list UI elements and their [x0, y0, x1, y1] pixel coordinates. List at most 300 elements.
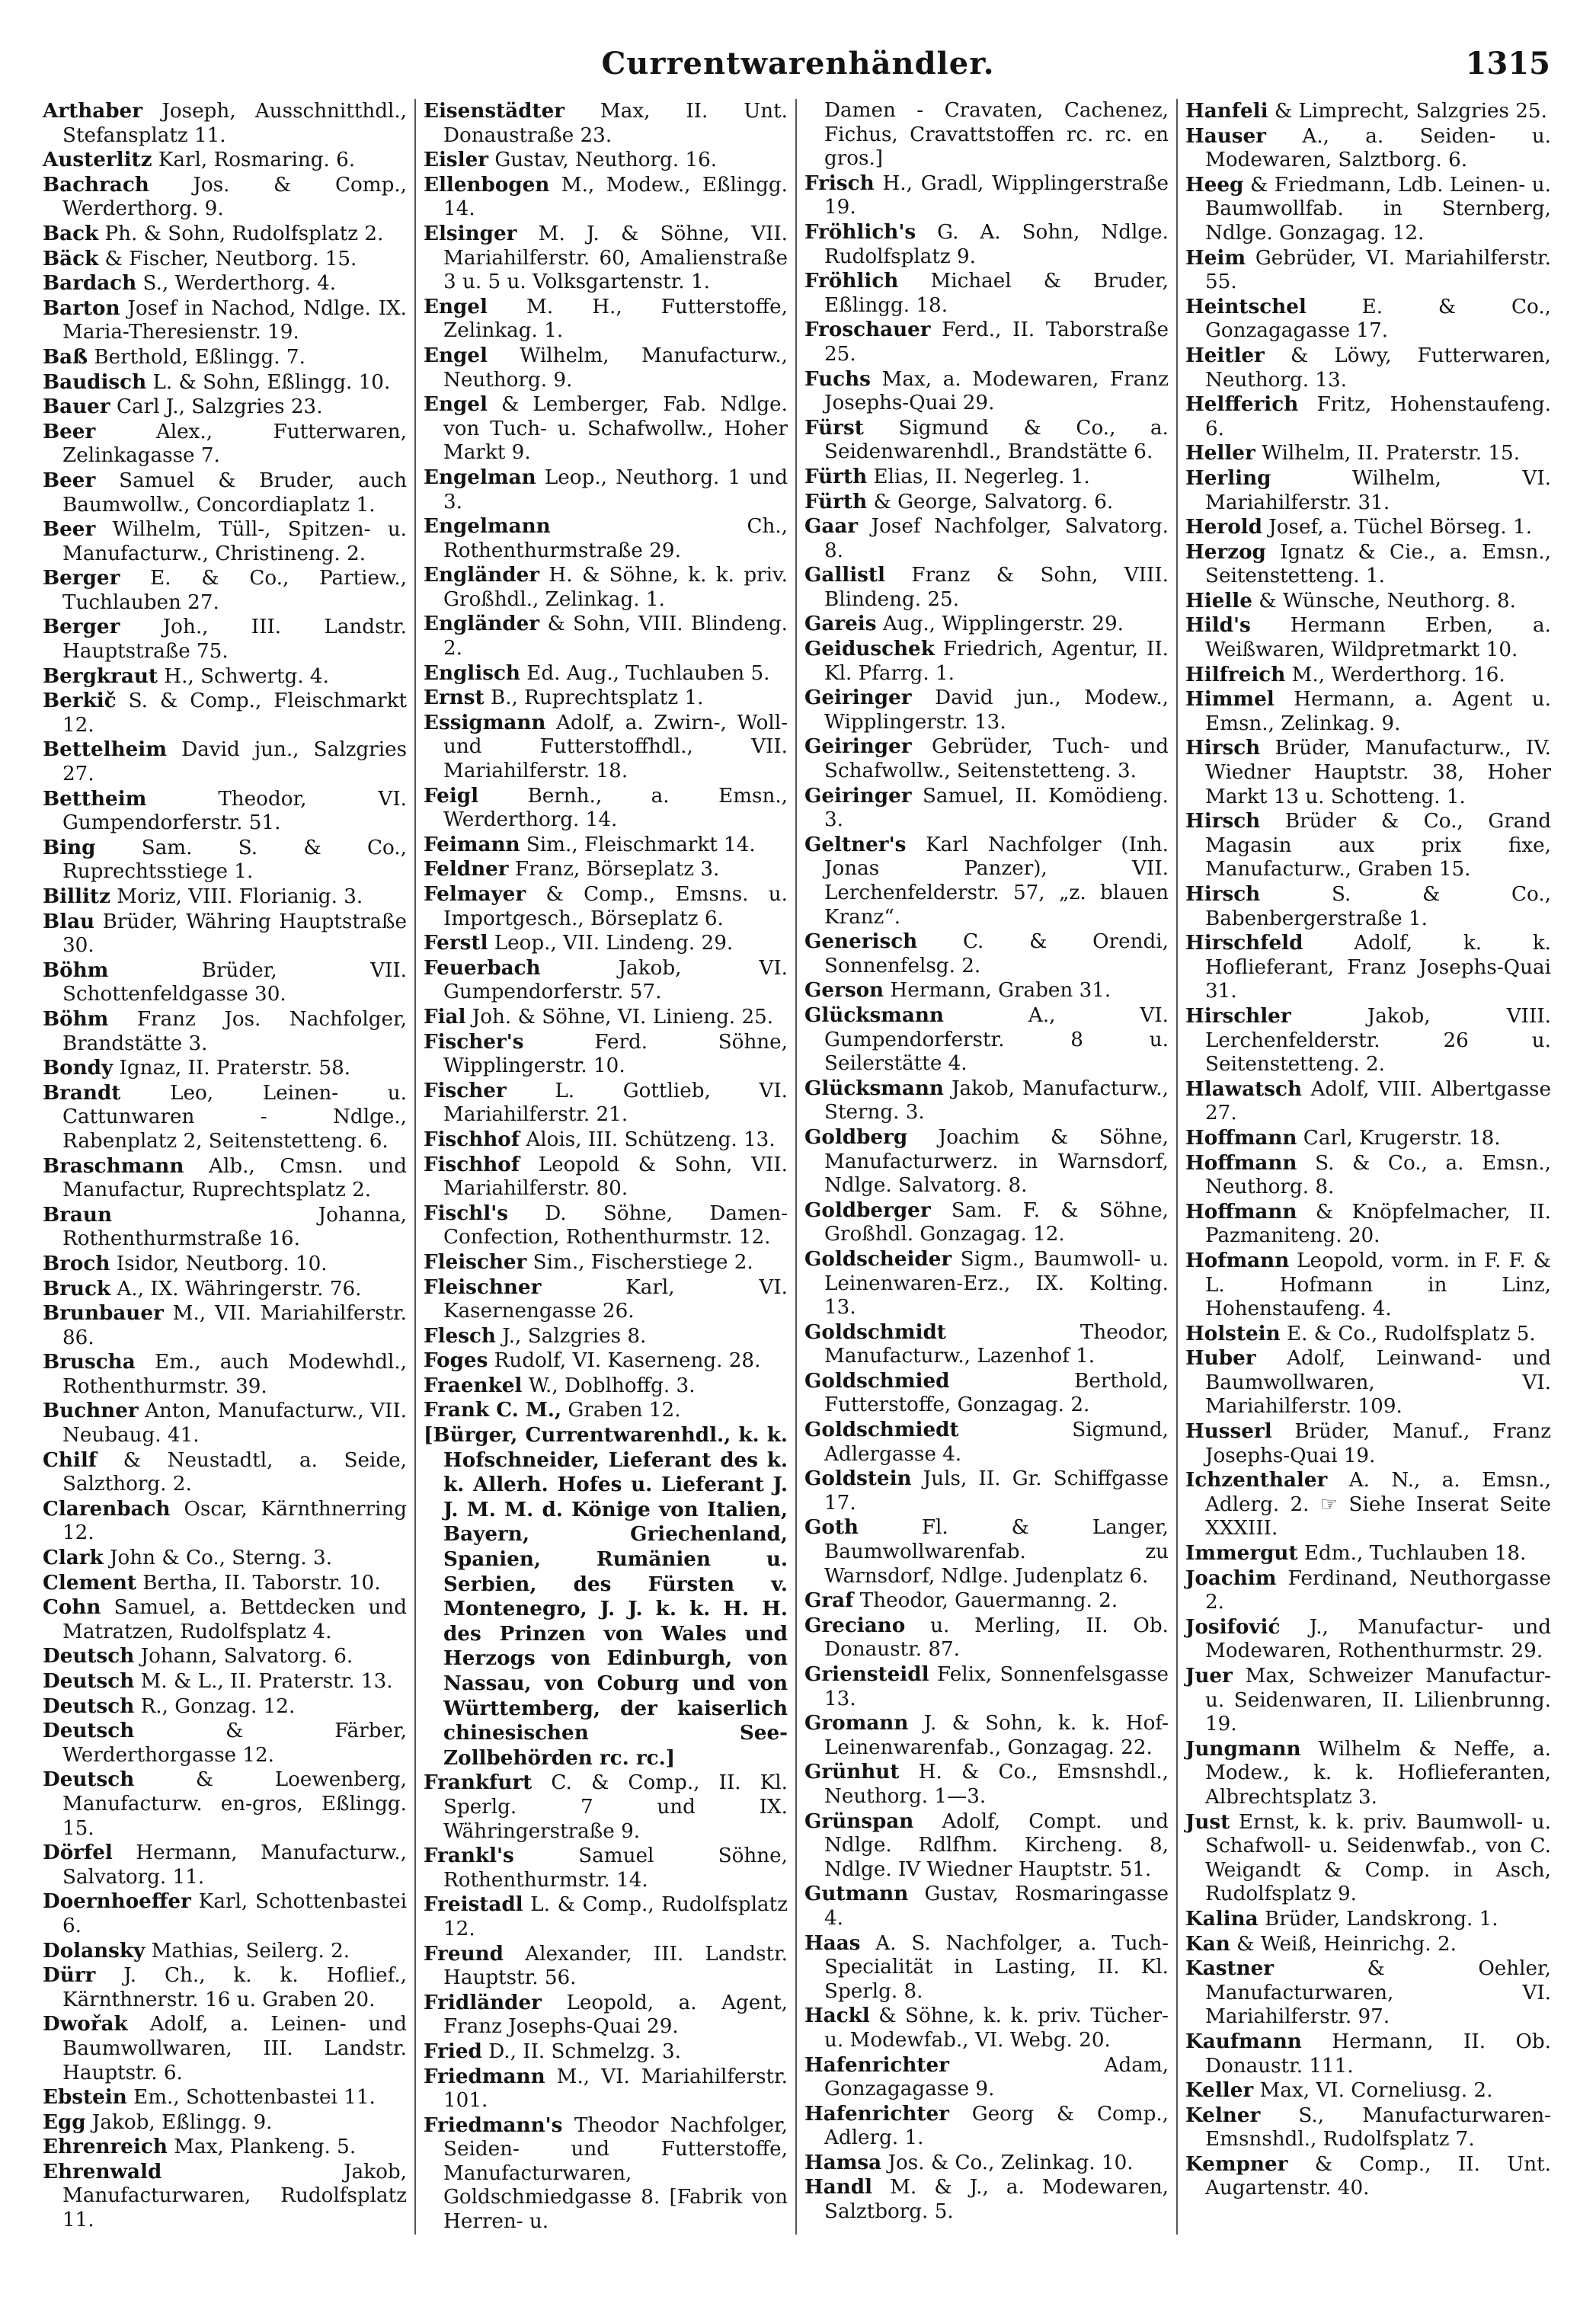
- entry-details: J., Salzgries 8.: [502, 1324, 647, 1348]
- entry-name: Chilf: [43, 1448, 98, 1472]
- entry-name: Ebstein: [43, 2085, 127, 2110]
- directory-entry: [804, 99, 1169, 171]
- directory-entry: [424, 2113, 788, 2235]
- entry-details: Bernh., a. Emsn., Werderthorg. 14.: [443, 784, 788, 832]
- directory-entry: [43, 517, 407, 566]
- entry-details: R., Gonzag. 12.: [140, 1694, 296, 1718]
- directory-entry: [424, 661, 788, 686]
- entry-details: Sam. F. & Söhne, Großhdl. Gonzagag. 12.: [824, 1198, 1169, 1246]
- entry-details: David jun., Modew., Wipplingerstr. 13.: [824, 686, 1169, 734]
- entry-details: Brüder, VII. Schottenfeldgasse 30.: [62, 958, 408, 1006]
- entry-details: Alexander, III. Landstr. Hauptstr. 56.: [443, 1942, 788, 1990]
- entry-details: Max, Schweizer Manufactur- u. Seidenwaren, II. Lilienbrunng. 19.: [1205, 1665, 1551, 1736]
- directory-entry: [424, 711, 788, 784]
- entry-name: Ferstl: [424, 931, 488, 955]
- entry-details: S. & Comp., Fleischmarkt 12.: [62, 689, 407, 737]
- entry-name: Frank C. M.,: [424, 1398, 562, 1422]
- entry-name: Egg: [43, 2110, 86, 2134]
- entry-details: L. & Comp., Rudolfsplatz 12.: [443, 1893, 788, 1940]
- directory-entry: [1185, 295, 1551, 344]
- directory-entry: [43, 173, 407, 222]
- directory-entry: [43, 1694, 407, 1720]
- directory-entry: [424, 514, 788, 563]
- entry-details: S. & Co., Babenbergerstraße 1.: [1205, 883, 1551, 930]
- entry-details: L. Gottlieb, VI. Mariahilferstr. 21.: [443, 1079, 788, 1127]
- entry-details: Wilhelm & Neffe, a. Modew., k. k. Hoflieferanten, Albrechtsplatz 3.: [1205, 1737, 1552, 1809]
- entry-details: Karl, VI. Kasernengasse 26.: [443, 1275, 788, 1323]
- directory-entry: [1185, 736, 1551, 809]
- directory-entry: [43, 2012, 407, 2085]
- entry-details: Theodor, Gauermanng. 2.: [859, 1589, 1118, 1613]
- entry-details: Jos. & Comp., Werderthorg. 9.: [62, 173, 407, 221]
- directory-entry: [1185, 2152, 1551, 2201]
- entry-details: Franz & Sohn, VIII. Blindeng. 25.: [824, 564, 1169, 611]
- entry-details: Karl, Rosmaring. 6.: [158, 149, 356, 172]
- entry-details: & Limprecht, Salzgries 25.: [1274, 100, 1547, 123]
- entry-name: Clement: [43, 1570, 136, 1595]
- directory-entry: [43, 1056, 407, 1081]
- entry-details: & Loewenberg, Manufacturw. en-gros, Eßlingg. 15.: [62, 1768, 408, 1840]
- entry-name: Hielle: [1185, 588, 1252, 613]
- entry-name: Fischer: [424, 1078, 507, 1102]
- entry-details: S. & Co., a. Emsn., Neuthorg. 8.: [1205, 1151, 1551, 1199]
- entry-details: & Comp., II. Unt. Augartenstr. 40.: [1205, 2152, 1551, 2200]
- directory-entry: [43, 1719, 407, 1768]
- entry-details: Fl. & Langer, Baumwollwarenfab. zu Warnsdorf, Ndlge. Judenplatz 6.: [824, 1516, 1169, 1588]
- entry-name: Billitz: [43, 885, 110, 908]
- directory-entry: [1185, 1541, 1551, 1566]
- entry-details: Carl J., Salzgries 23.: [116, 395, 323, 419]
- directory-entry: [804, 1077, 1169, 1125]
- entry-name: Kempner: [1185, 2151, 1288, 2176]
- entry-details: & Lemberger, Fab. Ndlge. von Tuch- u. Schafwollw., Hoher Markt 9.: [443, 393, 788, 465]
- entry-name: Juer: [1185, 1664, 1233, 1688]
- directory-entry: [804, 1320, 1169, 1369]
- entry-name: Friedmann's: [424, 2113, 563, 2137]
- entry-details: Anton, Manufacturw., VII. Neubaug. 41.: [62, 1400, 408, 1448]
- entry-name: Glücksmann: [804, 1076, 944, 1100]
- entry-name: Gutmann: [804, 1882, 909, 1906]
- entry-details: Georg & Comp., Adlerg. 1.: [824, 2102, 1169, 2150]
- directory-entry: [804, 978, 1169, 1003]
- entry-details: Em., auch Modewhdl., Rothenthurmstr. 39.: [62, 1351, 408, 1398]
- directory-entry: [424, 1942, 788, 1991]
- entry-details: Franz, Börseplatz 3.: [514, 858, 720, 881]
- entry-details: E. & Co., Gonzagagasse 17.: [1205, 295, 1551, 343]
- entry-name: Engel: [424, 294, 488, 318]
- entry-name: Beer: [43, 419, 96, 443]
- entry-name: Griensteidl: [804, 1662, 929, 1686]
- entry-name: Froschauer: [804, 318, 931, 342]
- entry-details: W., Doblhoffg. 3.: [528, 1374, 696, 1397]
- entry-details: S., Werderthorg. 4.: [142, 272, 337, 296]
- entry-name: Dwořak: [43, 2012, 128, 2036]
- entry-name: Grünhut: [804, 1760, 900, 1784]
- directory-entry: [43, 566, 407, 615]
- directory-entry: [424, 1771, 788, 1844]
- entry-details: Ignaz, II. Praterstr. 58.: [119, 1057, 351, 1080]
- entry-details: Franz Jos. Nachfolger, Brandstätte 3.: [62, 1007, 407, 1055]
- directory-entry: [43, 395, 407, 420]
- entry-name: Kalina: [1185, 1906, 1259, 1931]
- entry-details: John & Co., Sterng. 3.: [110, 1547, 333, 1570]
- entry-name: Hanfeli: [1185, 99, 1268, 123]
- entry-name: Brandt: [43, 1080, 121, 1105]
- directory-entry: [43, 2085, 407, 2110]
- entry-name: Dürr: [43, 1963, 96, 1988]
- entry-details: & Oehler, Manufacturwaren, VI. Mariahilferstr. 97.: [1205, 1957, 1551, 2029]
- entry-name: Engel: [424, 343, 488, 367]
- directory-entry: [804, 686, 1169, 734]
- entry-name: Braschmann: [43, 1153, 184, 1178]
- entry-name: Hirsch: [1185, 736, 1261, 760]
- directory-entry: [1185, 663, 1551, 688]
- directory-entry: [804, 637, 1169, 686]
- entry-details: Samuel, a. Bettdecken und Matratzen, Rudolfsplatz 4.: [62, 1596, 407, 1643]
- entry-name: Himmel: [1185, 687, 1275, 712]
- directory-entry: [424, 1128, 788, 1153]
- directory-entry: [424, 99, 788, 148]
- entry-name: Grünspan: [804, 1809, 914, 1833]
- directory-entry: [804, 2004, 1169, 2052]
- directory-entry: [43, 1963, 407, 2012]
- entry-name: Berkič: [43, 689, 117, 713]
- entry-name: Freistadl: [424, 1892, 523, 1917]
- entry-name: Geiringer: [804, 734, 912, 759]
- directory-entry: [43, 1081, 407, 1154]
- directory-entry: [424, 1324, 788, 1349]
- column-4: [1178, 99, 1559, 2235]
- entry-details: M., Modew., Eßlingg. 14.: [443, 173, 788, 221]
- entry-details: & Knöpfelmacher, II. Pazmaniteng. 20.: [1205, 1200, 1552, 1248]
- entry-details: Leop., VII. Lindeng. 29.: [494, 932, 734, 955]
- entry-details: G. A. Sohn, Ndlge. Rudolfsplatz 9.: [824, 220, 1169, 268]
- entry-name: Bruck: [43, 1276, 111, 1300]
- directory-entry: [804, 171, 1169, 220]
- entry-name: Hofmann: [1185, 1248, 1290, 1272]
- entry-details: Jakob, VI. Gumpendorferstr. 57.: [443, 956, 788, 1004]
- directory-entry: [804, 220, 1169, 269]
- entry-name: Glücksmann: [804, 1003, 944, 1027]
- entry-name: Feigl: [424, 783, 479, 808]
- entry-details: Leopold, a. Agent, Franz Josephs-Quai 29.: [443, 1991, 788, 2039]
- directory-entry: [424, 882, 788, 931]
- entry-name: Dolansky: [43, 1938, 146, 1963]
- entry-name: Feuerbach: [424, 955, 541, 980]
- entry-details: Wilhelm, VI. Mariahilferstr. 31.: [1205, 466, 1551, 514]
- entry-name: Bergkraut: [43, 664, 158, 688]
- entry-details: Fritz, Hohenstaufeng. 6.: [1205, 393, 1551, 440]
- directory-entry: [804, 1418, 1169, 1467]
- entry-details: Adolf, Compt. und Ndlge. Rdlfhm. Kircheng. 8, Ndlge. IV Wiedner Hauptstr. 51.: [824, 1809, 1169, 1881]
- directory-entry: [424, 173, 788, 222]
- entry-details: Michael & Bruder, Eßlingg. 18.: [824, 270, 1169, 317]
- directory-entry: [43, 148, 407, 173]
- entry-name: Huber: [1185, 1346, 1256, 1371]
- entry-name: Heller: [1185, 441, 1255, 465]
- directory-entry: [804, 1515, 1169, 1588]
- advertisement-text: [Bürger, Currentwarenhdl., k. k. Hofschneider, Lieferant des k. k. Allerh. Hofes u. Lieferant J. J. M. M. d. Könige von Italien, Bayern, Griechenland, Spanien, Rumänien u. Serbien, des Fürsten v. Montenegro, J. J. k. k. H. H. des Prinzen von Wales und Herzogs von Edinburgh, von Nassau, von Coburg und von Württemberg, der kaiserlich chinesischen See-Zollbehörden rc. rc.]: [424, 1423, 788, 1770]
- entry-name: Brunbauer: [43, 1301, 164, 1326]
- entry-details: Joseph, Ausschnitthdl., Stefansplatz 11.: [62, 100, 407, 147]
- entry-name: Goldschmied: [804, 1368, 950, 1393]
- entry-name: Hoffmann: [1185, 1150, 1297, 1175]
- directory-entry: [43, 1768, 407, 1841]
- directory-entry: [43, 2160, 407, 2233]
- directory-entry: [43, 1939, 407, 1964]
- entry-name: Heitler: [1185, 343, 1265, 367]
- entry-details: A., VI. Gumpendorferstr. 8 u. Seilerstätte 4.: [824, 1003, 1169, 1076]
- entry-name: Bäck: [43, 246, 99, 270]
- directory-entry: [424, 857, 788, 882]
- entry-details: E. & Co., Partiew., Tuchlauben 27.: [62, 567, 407, 614]
- directory-entry: [43, 1669, 407, 1694]
- entry-name: Fischl's: [424, 1201, 508, 1225]
- entry-details: Brüder & Co., Grand Magasin aux prix fixe, Manufacturw., Graben 15.: [1205, 810, 1551, 881]
- entry-details: Wilhelm, Manufacturw., Neuthorg. 9.: [443, 344, 788, 392]
- directory-entry: [43, 1154, 407, 1203]
- directory-entry: [1185, 1907, 1551, 1932]
- entry-name: Joachim: [1185, 1566, 1277, 1590]
- directory-columns: [35, 99, 1561, 2235]
- entry-details: Hermann Erben, a. Weißwaren, Wildpretmarkt 10.: [1205, 614, 1551, 662]
- directory-entry: [43, 1448, 407, 1497]
- directory-entry: [1185, 246, 1551, 295]
- entry-details: Edm., Tuchlauben 18.: [1303, 1542, 1527, 1566]
- directory-entry: [804, 367, 1169, 416]
- entry-name: Fürth: [804, 464, 868, 488]
- entry-details: Samuel Söhne, Rothenthurmstr. 14.: [443, 1844, 788, 1892]
- entry-name: Hauser: [1185, 123, 1266, 148]
- entry-details: Ch., Rothenthurmstraße 29.: [443, 515, 788, 562]
- directory-entry: [804, 318, 1169, 366]
- directory-entry: [1185, 1932, 1551, 1957]
- entry-name: Herzog: [1185, 539, 1266, 564]
- entry-name: Böhm: [43, 1006, 109, 1031]
- entry-name: Berger: [43, 615, 120, 639]
- directory-entry: [1185, 99, 1551, 124]
- entry-name: Engelman: [424, 465, 536, 489]
- directory-entry: [804, 1760, 1169, 1809]
- entry-details: Felix, Sonnenfelsgasse 13.: [824, 1663, 1169, 1710]
- entry-details: Ernst, k. k. priv. Baumwoll- u. Schafwoll- u. Seidenwfab., von C. Weigandt & Comp. in Asch, Rudolfsplatz 9.: [1205, 1810, 1551, 1906]
- entry-details: M. & L., II. Praterstr. 13.: [140, 1670, 393, 1693]
- entry-details: Samuel, II. Komödieng. 3.: [824, 784, 1169, 832]
- directory-entry: [804, 416, 1169, 465]
- entry-details: Joachim & Söhne, Manufacturwerz. in Warnsdorf, Ndlge. Salvatorg. 8.: [824, 1125, 1169, 1198]
- entry-name: Fürst: [804, 415, 864, 440]
- entry-name: Cohn: [43, 1595, 101, 1620]
- entry-name: Braun: [43, 1202, 112, 1227]
- entry-name: Kan: [1185, 1931, 1230, 1956]
- entry-name: Hirschfeld: [1185, 931, 1303, 955]
- entry-name: Haas: [804, 1931, 861, 1955]
- directory-entry: [43, 1350, 407, 1399]
- directory-entry: [1185, 2078, 1551, 2103]
- entry-details: Ferd., II. Taborstraße 25.: [824, 318, 1169, 366]
- directory-entry: [804, 1467, 1169, 1515]
- entry-details: Johanna, Rothenthurmstraße 16.: [62, 1203, 407, 1251]
- entry-details: Josef Nachfolger, Salvatorg. 8.: [824, 515, 1169, 562]
- directory-entry: [424, 1250, 788, 1275]
- entry-details: Graben 12.: [568, 1399, 681, 1422]
- entry-details: Brüder, Landskrong. 1.: [1264, 1907, 1498, 1931]
- entry-details: Adolf, Leinwand- und Baumwollwaren, VI. Mariahilferstr. 109.: [1205, 1347, 1551, 1419]
- directory-entry: [424, 1153, 788, 1201]
- entry-name: Gromann: [804, 1711, 909, 1736]
- directory-entry: [1185, 344, 1551, 392]
- entry-details: C. & Orendi, Sonnenfelsg. 2.: [824, 930, 1169, 977]
- entry-details: & Sohn, VIII. Blindeng. 2.: [443, 613, 788, 661]
- entry-name: Hafenrichter: [804, 2101, 949, 2126]
- directory-entry: [1185, 1126, 1551, 1151]
- entry-name: Gaar: [804, 514, 859, 539]
- directory-entry: [424, 956, 788, 1005]
- directory-entry: [424, 1423, 788, 1771]
- directory-entry: [1185, 1249, 1551, 1322]
- directory-entry: [43, 296, 407, 345]
- entry-details: D., II. Schmelzg. 3.: [488, 2039, 681, 2063]
- entry-details: Ignatz & Cie., a. Emsn., Seitenstetteng. 1.: [1205, 540, 1551, 588]
- entry-details: Joh. & Söhne, VI. Linieng. 25.: [472, 1005, 774, 1029]
- entry-name: Freund: [424, 1941, 504, 1966]
- directory-entry: [804, 2175, 1169, 2224]
- entry-name: Beer: [43, 517, 96, 542]
- entry-name: Hlawatsch: [1185, 1077, 1302, 1101]
- entry-details: Rudolf, VI. Kaserneng. 28.: [494, 1349, 761, 1373]
- entry-details: Moriz, VIII. Florianig. 3.: [117, 885, 363, 908]
- entry-name: Frankl's: [424, 1844, 514, 1868]
- entry-details: M., Werderthorg. 16.: [1291, 663, 1505, 686]
- entry-details: Leo, Leinen- u. Cattunwaren - Ndlge., Rabenplatz 2, Seitenstetteng. 6.: [62, 1081, 407, 1153]
- directory-entry: [804, 929, 1169, 978]
- directory-entry: [804, 465, 1169, 490]
- directory-entry: [804, 269, 1169, 318]
- directory-entry: [1185, 466, 1551, 515]
- directory-entry: [43, 958, 407, 1007]
- directory-entry: [43, 1399, 407, 1448]
- entry-details: Berthold, Futterstoffe, Gonzagag. 2.: [824, 1369, 1169, 1417]
- entry-details: Joh., III. Landstr. Hauptstraße 75.: [62, 616, 407, 664]
- entry-name: Immergut: [1185, 1541, 1298, 1566]
- directory-entry: [424, 465, 788, 514]
- entry-details: Hermann, a. Agent u. Emsn., Zelinkag. 9.: [1205, 688, 1551, 735]
- entry-name: Barton: [43, 296, 120, 320]
- directory-entry: [424, 1348, 788, 1374]
- entry-details: Max, VI. Corneliusg. 2.: [1259, 2079, 1493, 2103]
- entry-details: Ferdinand, Neuthorgasse 2.: [1205, 1566, 1551, 1614]
- directory-entry: [1185, 1737, 1551, 1810]
- entry-name: Bauer: [43, 395, 110, 419]
- directory-entry: [804, 1003, 1169, 1077]
- entry-details: Aug., Wipplingerstr. 29.: [882, 613, 1124, 636]
- entry-details: Hermann, Manufacturw., Salvatorg. 11.: [62, 1841, 408, 1889]
- directory-entry: [804, 1125, 1169, 1198]
- entry-details: C. & Comp., II. Kl. Sperlg. 7 und IX. Währingerstraße 9.: [443, 1771, 788, 1843]
- entry-details: M., VII. Mariahilferstr. 86.: [62, 1302, 407, 1349]
- directory-entry: [424, 1398, 788, 1423]
- entry-details: Sigmund, Adlergasse 4.: [824, 1419, 1169, 1466]
- entry-details: u. Merling, II. Ob. Donaustr. 87.: [824, 1614, 1169, 1662]
- entry-name: Hoffmann: [1185, 1125, 1297, 1150]
- directory-entry: [804, 563, 1169, 612]
- entry-name: Englisch: [424, 661, 520, 685]
- column-3: [797, 99, 1178, 2235]
- entry-name: Ehrenreich: [43, 2135, 168, 2159]
- directory-entry: [43, 1007, 407, 1056]
- entry-name: Helfferich: [1185, 392, 1299, 417]
- entry-name: Eisenstädter: [424, 99, 565, 123]
- entry-name: Kastner: [1185, 1956, 1275, 1981]
- entry-name: Hirsch: [1185, 882, 1261, 906]
- directory-entry: [804, 1662, 1169, 1711]
- directory-entry: [43, 1595, 407, 1644]
- entry-details: B., Ruprechtsplatz 1.: [490, 686, 704, 710]
- directory-entry: [43, 1277, 407, 1302]
- entry-name: Ernst: [424, 686, 485, 710]
- entry-details: Leop., Neuthorg. 1 und 3.: [443, 465, 788, 513]
- directory-entry: [424, 1005, 788, 1030]
- directory-entry: [1185, 2030, 1551, 2078]
- entry-details: A. S. Nachfolger, a. Tuch-Specialität in Lasting, II. Kl. Sperlg. 8.: [824, 1931, 1169, 2003]
- entry-name: Flesch: [424, 1323, 496, 1348]
- directory-entry: [804, 1198, 1169, 1247]
- directory-entry: [804, 784, 1169, 833]
- directory-entry: [804, 612, 1169, 637]
- entry-details: & Neustadtl, a. Seide, Salzthorg. 2.: [62, 1448, 407, 1496]
- entry-name: Deutsch: [43, 1669, 135, 1693]
- entry-details: Karl Nachfolger (Inh. Jonas Panzer), VII. Lerchenfelderstr. 57, „z. blauen Kranz“.: [824, 833, 1169, 929]
- entry-details: Jos. & Co., Zelinkag. 10.: [888, 2151, 1134, 2174]
- entry-name: Just: [1185, 1809, 1230, 1834]
- directory-entry: [1185, 687, 1551, 736]
- entry-name: Hirschler: [1185, 1003, 1291, 1028]
- entry-details: Max, a. Modewaren, Franz Josephs-Quai 29.: [824, 367, 1169, 415]
- entry-details: Theodor Nachfolger, Seiden- und Futterstoffe, Manufacturwaren, Goldschmiedgasse 8. [Fabrik von Herren- u.: [443, 2113, 788, 2234]
- directory-entry: [43, 737, 407, 786]
- directory-entry: [43, 910, 407, 958]
- entry-details: & Söhne, k. k. priv. Tücher- u. Modewfab., VI. Webg. 20.: [824, 2004, 1169, 2052]
- entry-details: & Friedmann, Ldb. Leinen- u. Baumwollfab. in Sternberg, Ndlge. Gonzagag. 12.: [1205, 173, 1551, 245]
- directory-entry: [1185, 1956, 1551, 2030]
- entry-details: & Löwy, Futterwaren, Neuthorg. 13.: [1205, 344, 1551, 392]
- entry-name: Fuchs: [804, 366, 871, 391]
- entry-details: A., IX. Währingerstr. 76.: [117, 1277, 362, 1300]
- entry-name: Buchner: [43, 1399, 139, 1423]
- directory-entry: [424, 833, 788, 858]
- entry-details: Friedrich, Agentur, II. Kl. Pfarrg. 1.: [824, 638, 1169, 685]
- entry-details: L. & Sohn, Eßlingg. 10.: [152, 370, 391, 394]
- entry-name: Austerlitz: [43, 148, 152, 172]
- entry-name: Fleischer: [424, 1249, 527, 1274]
- directory-entry: [804, 1247, 1169, 1320]
- entry-details: Adolf, a. Leinen- und Baumwollwaren, III. Landstr. Hauptstr. 6.: [62, 2013, 407, 2084]
- entry-details: Wilhelm, II. Praterstr. 15.: [1262, 442, 1521, 465]
- directory-entry: [1185, 1346, 1551, 1419]
- directory-entry: [424, 784, 788, 833]
- directory-entry: [804, 1711, 1169, 1760]
- entry-details: Leopold, vorm. in F. F. & L. Hofmann in Linz, Hohenstaufeng. 4.: [1205, 1249, 1551, 1321]
- entry-name: Feldner: [424, 857, 509, 881]
- directory-entry: [43, 271, 407, 296]
- directory-entry: [43, 370, 407, 395]
- directory-entry: [424, 686, 788, 711]
- directory-entry: [804, 2053, 1169, 2102]
- entry-name: Engländer: [424, 563, 540, 587]
- entry-details: Max, Plankeng. 5.: [174, 2135, 357, 2159]
- entry-details: Adolf, a. Zwirn-, Woll- und Futterstoffhdl., VII. Mariahilferstr. 18.: [443, 711, 788, 783]
- entry-name: Deutsch: [43, 1768, 135, 1792]
